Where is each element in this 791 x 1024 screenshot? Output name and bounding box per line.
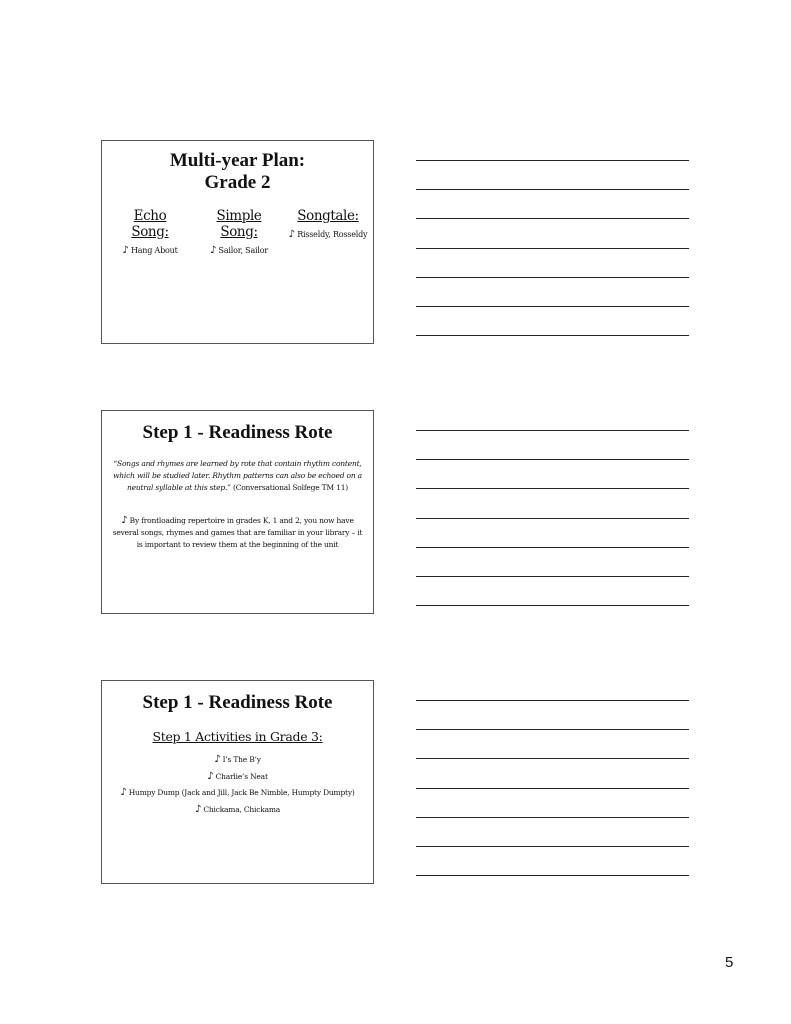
note-line <box>416 488 689 489</box>
slide-title-line2: Grade 2 <box>204 172 271 193</box>
note-line <box>416 576 689 577</box>
music-note-icon: ♪ <box>122 245 129 256</box>
songtale-column <box>288 208 368 240</box>
note-line <box>416 700 689 701</box>
music-note-icon: ♪ <box>194 803 202 815</box>
slide-title <box>102 150 373 194</box>
column-item <box>116 245 184 256</box>
column-item-text: Sailor, Sailor <box>218 246 268 255</box>
note-line <box>416 160 689 161</box>
music-note-icon: ♪ <box>207 770 214 782</box>
note-line <box>416 430 689 431</box>
slide-title: Step 1 - Readiness Rote <box>142 422 333 443</box>
slide-readiness-rote <box>101 410 374 614</box>
note-line <box>416 189 689 190</box>
note-line <box>416 218 689 219</box>
echo-song-column <box>116 208 184 256</box>
note-line <box>416 729 689 730</box>
note-line <box>416 518 689 519</box>
list-item <box>102 802 373 819</box>
note-line <box>416 547 689 548</box>
slide-readiness-rote-activities <box>101 680 374 884</box>
music-note-icon: ♪ <box>214 754 221 765</box>
activity-list <box>102 752 373 818</box>
quote-text: “Songs and rhymes are learned by rote that contain rhythm content, which will be studied later. Rhythm patterns can also be echoed on a neutral syllable at this step.” <box>113 459 362 492</box>
column-item <box>198 245 280 256</box>
slide-title-line1: Multi-year Plan: <box>169 150 306 171</box>
list-item <box>102 769 373 786</box>
column-heading: Echo Song: <box>131 208 169 240</box>
bullet-text: By frontloading repertoire in grades K, 1 and 2, you now have several songs, rhymes and games that are familiar in your library – it is important to review them at the beginning of the unit <box>112 516 363 549</box>
slide-subtitle: Step 1 Activities in Grade 3: <box>152 729 323 744</box>
quote-source: (Conversational Solfege TM 11) <box>230 483 348 492</box>
music-note-icon: ♪ <box>120 787 127 798</box>
note-line <box>416 605 689 606</box>
note-line <box>416 335 689 336</box>
slide-title: Step 1 - Readiness Rote <box>142 692 333 713</box>
note-line <box>416 817 689 818</box>
note-line <box>416 277 689 278</box>
list-item <box>102 785 373 802</box>
slide-quote <box>108 458 367 494</box>
note-line <box>416 306 689 307</box>
column-item <box>288 229 368 240</box>
list-item-text: Chickama, Chickama <box>203 804 281 814</box>
music-note-icon: ♪ <box>210 245 217 256</box>
list-item-text: Humpy Dump (Jack and Jill, Jack Be Nimble, Humpty Dumpty) <box>128 788 355 797</box>
list-item-text: Charlie’s Neat <box>215 771 268 781</box>
column-item-text: Risseldy, Rosseldy <box>297 230 368 239</box>
page-number: 5 <box>725 954 734 971</box>
note-line <box>416 846 689 847</box>
column-heading: Simple Song: <box>216 208 262 240</box>
list-item-text: I’s The B’y <box>222 755 261 764</box>
note-line <box>416 248 689 249</box>
music-note-icon: ♪ <box>121 515 128 526</box>
slide-multi-year-plan <box>101 140 374 344</box>
simple-song-column <box>198 208 280 256</box>
column-heading: Songtale: <box>297 208 359 224</box>
slide-bullet <box>112 515 363 551</box>
music-note-icon: ♪ <box>288 229 295 240</box>
column-item-text: Hang About <box>130 246 178 255</box>
note-line <box>416 758 689 759</box>
note-line <box>416 875 689 876</box>
note-line <box>416 788 689 789</box>
note-line <box>416 459 689 460</box>
list-item <box>102 752 373 769</box>
